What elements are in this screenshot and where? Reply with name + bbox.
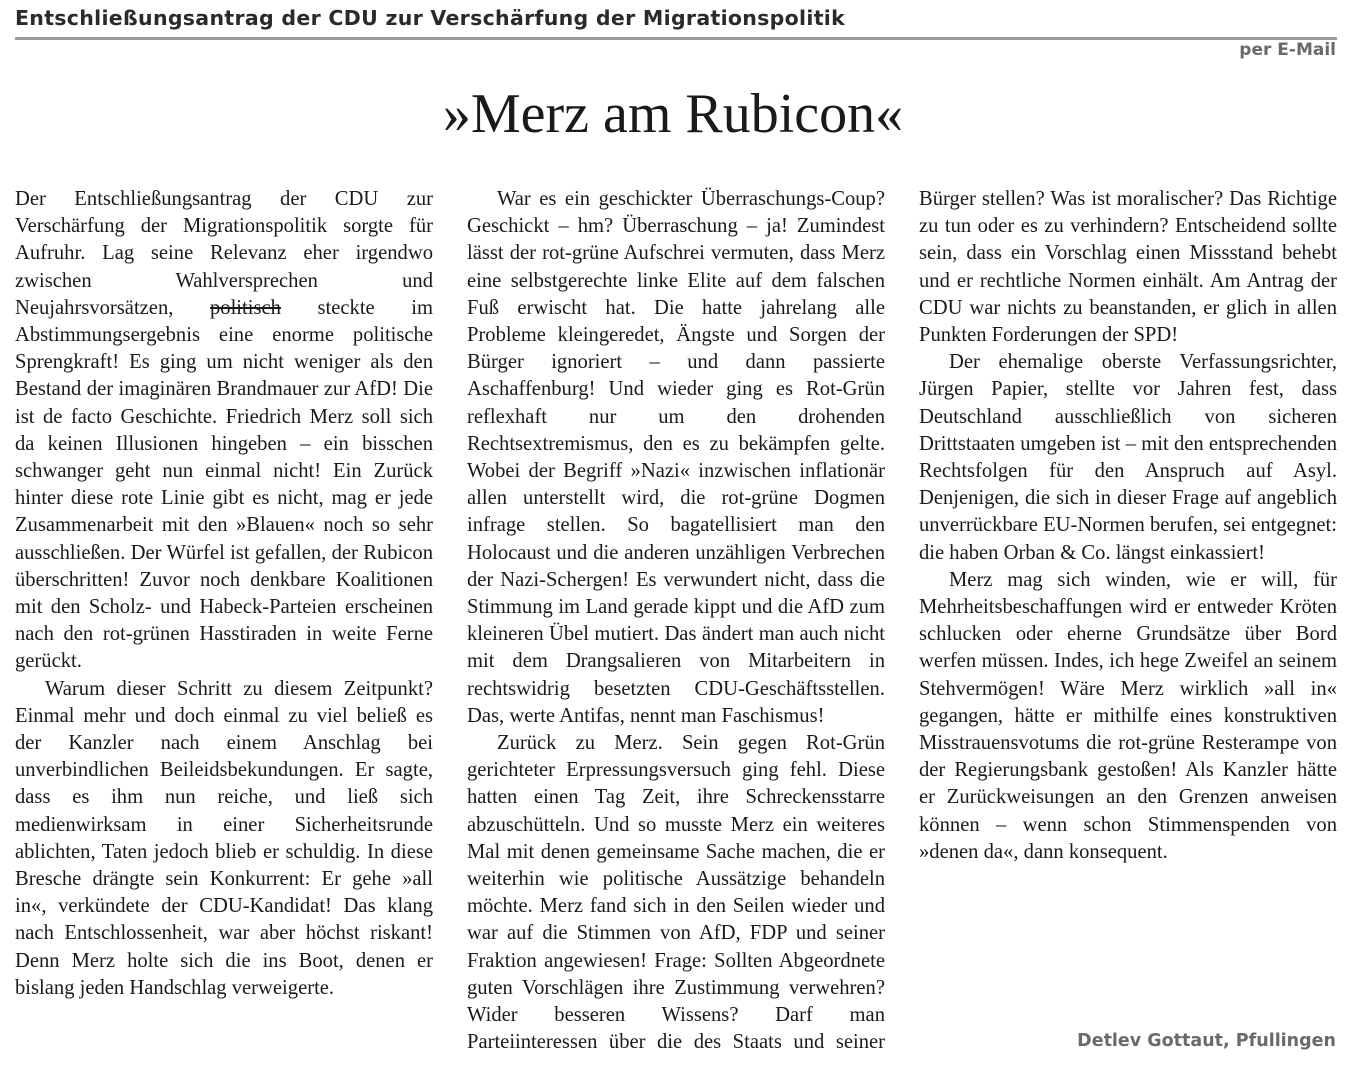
- paragraph-6: Merz mag sich winden, wie er will, für Mehrheitsbeschaffungen wird er entweder Kröten schlucken oder eherne Grundsätze über Bord werfen müssen. Indes, ich hege Zweifel an seinem Stehvermögen! Wäre Merz wirklich »all in« gegangen, hätte er mithilfe eines konstruktiven Misstrauensvotums die rot-grüne Resterampe von der Regierungsbank gestoßen! Als Kanzler hätte er Zurückweisungen an den Grenzen anweisen können – wenn schon Stimmenspenden von »denen da«, dann konsequent.: [919, 568, 1337, 863]
- author-signature: Detlev Gottaut, Pfullingen: [1077, 1031, 1336, 1051]
- header-rule: [15, 37, 1337, 40]
- paragraph-1-text-a: Der Entschließungsantrag der CDU zur Verschärfung der Migrationspolitik sorgte für Aufruhr. Lag seine Relevanz eher irgendwo zwischen Wahlversprechen und Neujahrsvorsätzen,: [15, 188, 433, 319]
- kicker-heading: Entschließungsantrag der CDU zur Verschärfung der Migrationspolitik: [15, 6, 846, 30]
- paragraph-4: Zurück zu Merz. Sein gegen Rot-Grün gerichteter Erpressungsversuch ging fehl. Diese hatten einen Tag Zeit, ihre Schreckensstarre abzuschütteln. Und so musste Merz ein weiteres Mal mit denen gemeinsame Sache machen, die er weiterhin wie politische Aussätzige behandeln möchte. Merz fand sich in den Seilen wieder und war auf die Stimmen von AfD, FDP und seiner Fraktion angewiesen! Frage: Sollten Abgeordnete guten Vorschlägen ihre Zustimmung verwehren? Wider besseren Wissens? Darf man Parteiinteressen über die des Staats und seiner: [467, 732, 885, 1054]
- column-3: [919, 186, 1337, 866]
- struck-word: politisch: [209, 296, 281, 319]
- paragraph-2: Warum dieser Schritt zu diesem Zeitpunkt? Einmal mehr und doch einmal zu viel beließ es der Kanzler nach einem Anschlag bei unverbindlichen Beileidsbekundungen. Er sagte, dass es ihm nun reiche, und ließ sich medienwirksam in einer Sicherheitsrunde ablichten, Taten jedoch blieb er schuldig. In diese Bresche drängte sein Konkurrent: Er gehe »all in«, verkündete der CDU-Kandidat! Das klang nach Entschlossenheit, war aber höchst riskant! Denn Merz holte sich die ins Boot, denen er bislang jeden Handschlag verweigerte.: [15, 677, 433, 999]
- headline: »Merz am Rubicon«: [442, 83, 904, 145]
- via-label: per E-Mail: [1239, 40, 1336, 60]
- paragraph-5: Der ehemalige oberste Verfassungsrichter, Jürgen Papier, stellte vor Jahren fest, dass Deutschland ausschließlich von sicheren Drittstaaten umgeben ist – mit den entsprechenden Rechtsfolgen für den Anspruch auf Asyl. Denjenigen, die sich in dieser Frage auf angeblich unverrückbare EU-Normen berufen, sei entgegnet: die haben Orban & Co. längst einkassiert!: [919, 351, 1337, 564]
- paragraph-1: [15, 186, 433, 676]
- paragraph-1-text-b: steckte im Abstimmungsergebnis eine enorme politische Sprengkraft! Es ging um nicht weniger als den Bestand der imaginären Brandmauer zur AfD! Die ist de facto Geschichte. Friedrich Merz soll sich da keinen Illusionen hingeben – ein bisschen schwanger geht nun einmal nicht! Ein Zurück hinter diese rote Linie gibt es nicht, mag er jede Zusammenarbeit mit den »Blauen« noch so sehr ausschließen. Der Würfel ist gefallen, der Rubicon überschritten! Zuvor noch denkbare Koalitionen mit den Scholz- und Habeck-Parteien erscheinen nach den rot-grünen Hasstiraden in weite Ferne gerückt.: [15, 296, 433, 673]
- paragraph-4-continued: Bürger stellen? Was ist moralischer? Das Richtige zu tun oder es zu verhindern? Entscheidend sollte sein, dass ein Vorschlag einen Missstand behebt und er rechtliche Normen einhält. Am Antrag der CDU war nichts zu beanstanden, er glich in allen Punkten Forderungen der SPD!: [919, 188, 1337, 347]
- column-2: [467, 186, 885, 1057]
- paragraph-3: War es ein geschickter Überraschungs-Coup? Geschickt – hm? Überraschung – ja! Zumindest lässt der rot-grüne Aufschrei vermuten, dass Merz eine selbstgerechte linke Elite auf dem falschen Fuß erwischt hat. Die hatte jahrelang alle Probleme kleingeredet, Ängste und Sorgen der Bürger ignoriert – und dann passierte Aschaffenburg! Und wieder ging es Rot-Grün reflexhaft nur um den drohenden Rechtsextremismus, den es zu bekämpfen gelte. Wobei der Begriff »Nazi« inzwischen inflationär allen unterstellt wird, die rot-grüne Dogmen infrage stellen. So bagatellisiert man den Holocaust und die anderen unzähligen Verbrechen der Nazi-Schergen! Es verwundert nicht, dass die Stimmung im Land gerade kippt und die AfD zum kleineren Übel mutiert. Das ändert man auch nicht mit dem Drangsalieren von Mitarbeitern in rechtswidrig besetzten CDU-Geschäftsstellen. Das, werte Antifas, nennt man Faschismus!: [467, 188, 885, 727]
- column-1: [15, 186, 433, 1002]
